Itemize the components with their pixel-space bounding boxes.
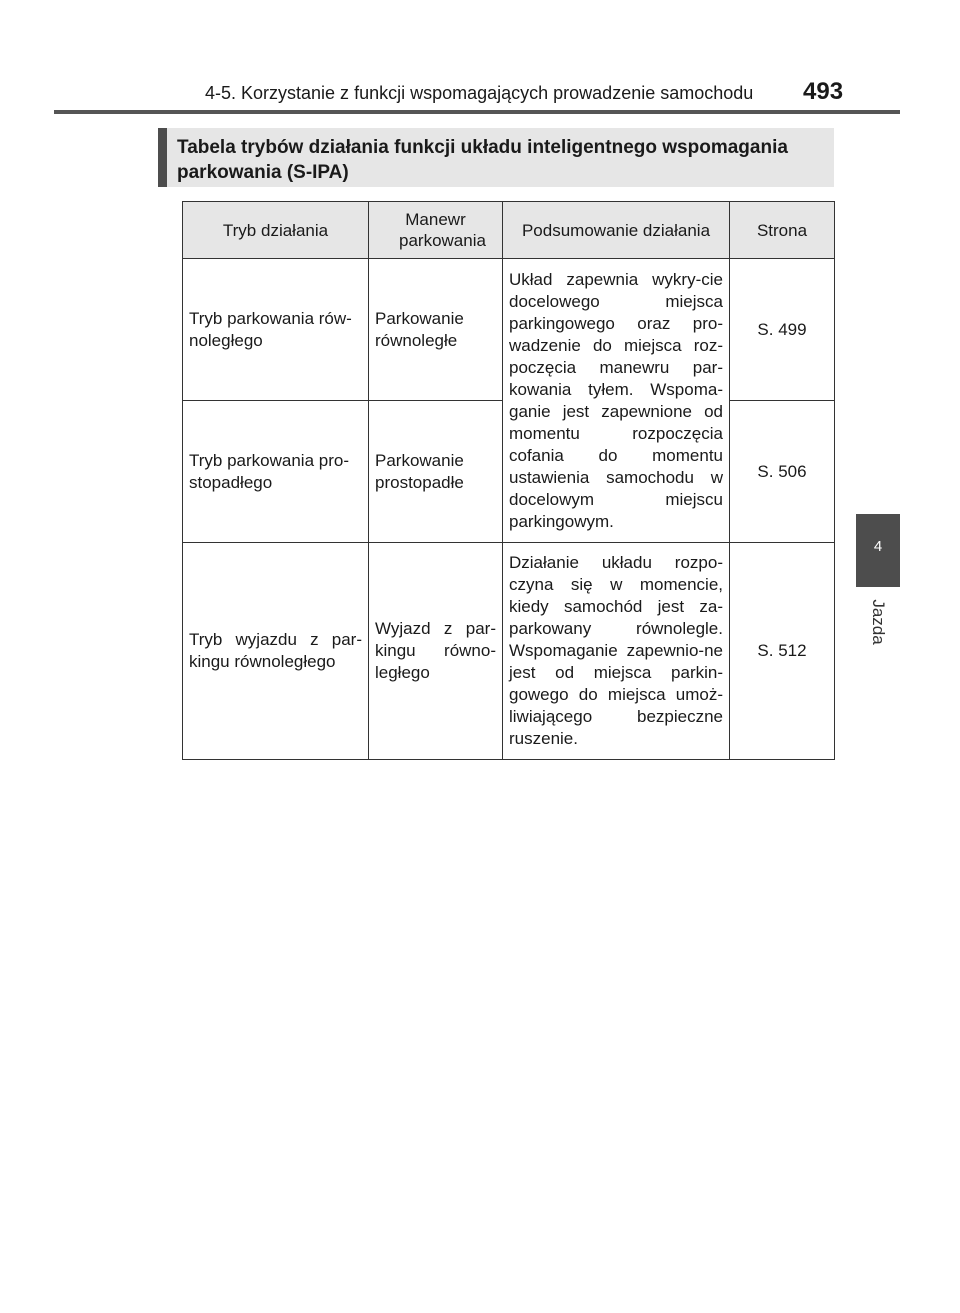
cell-maneuver: Parkowanie równoległe [369, 259, 503, 401]
chapter-side-label: Jazda [869, 599, 888, 645]
cell-page: S. 499 [730, 259, 835, 401]
table-header-row [183, 202, 835, 259]
cell-mode: Tryb parkowania rów-noległego [183, 259, 369, 401]
section-title: Tabela trybów działania funkcji układu inteligentnego wspomagania parkowania (S-IPA) [177, 137, 788, 183]
header-rule [54, 110, 900, 114]
table-row [183, 259, 835, 401]
cell-maneuver: Parkowanie prostopadłe [369, 401, 503, 543]
section-title-bar [158, 128, 167, 187]
column-header-page: Strona [730, 202, 835, 259]
cell-page: S. 506 [730, 401, 835, 543]
section-title-box [158, 128, 834, 187]
page-number: 493 [803, 78, 844, 105]
column-header-summary: Podsumowanie działania [503, 202, 730, 259]
chapter-side-tab [856, 514, 900, 587]
cell-summary: Układ zapewnia wykry-cie docelowego miejsca parkingowego oraz pro-wadzenie do miejsca roz-poczęcia manewru par-kowania tyłem. Wspoma-ganie jest zapewnione od momentu rozpoczęcia cofania do momentu ustawienia samochodu w docelowym miejscu parkingowym. [503, 259, 730, 543]
cell-mode: Tryb parkowania pro-stopadłego [183, 401, 369, 543]
column-header-mode: Tryb działania [183, 202, 369, 259]
table-row [183, 543, 835, 760]
cell-summary: Działanie układu rozpo-czyna się w momencie, kiedy samochód jest za-parkowany równolegle. Wspomaganie zapewnio-ne jest od miejsca parkin-gowego do miejsca umoż-liwiającego bezpieczne ruszenie. [503, 543, 730, 760]
chapter-title: 4-5. Korzystanie z funkcji wspomagających prowadzenie samochodu [205, 83, 754, 103]
cell-mode: Tryb wyjazdu z par-kingu równoległego [183, 543, 369, 760]
cell-maneuver: Wyjazd z par-kingu równo-ległego [369, 543, 503, 760]
modes-table [182, 201, 835, 760]
chapter-side-tab-number: 4 [873, 538, 883, 555]
column-header-maneuver: Manewr parkowania [369, 202, 503, 259]
cell-page: S. 512 [730, 543, 835, 760]
